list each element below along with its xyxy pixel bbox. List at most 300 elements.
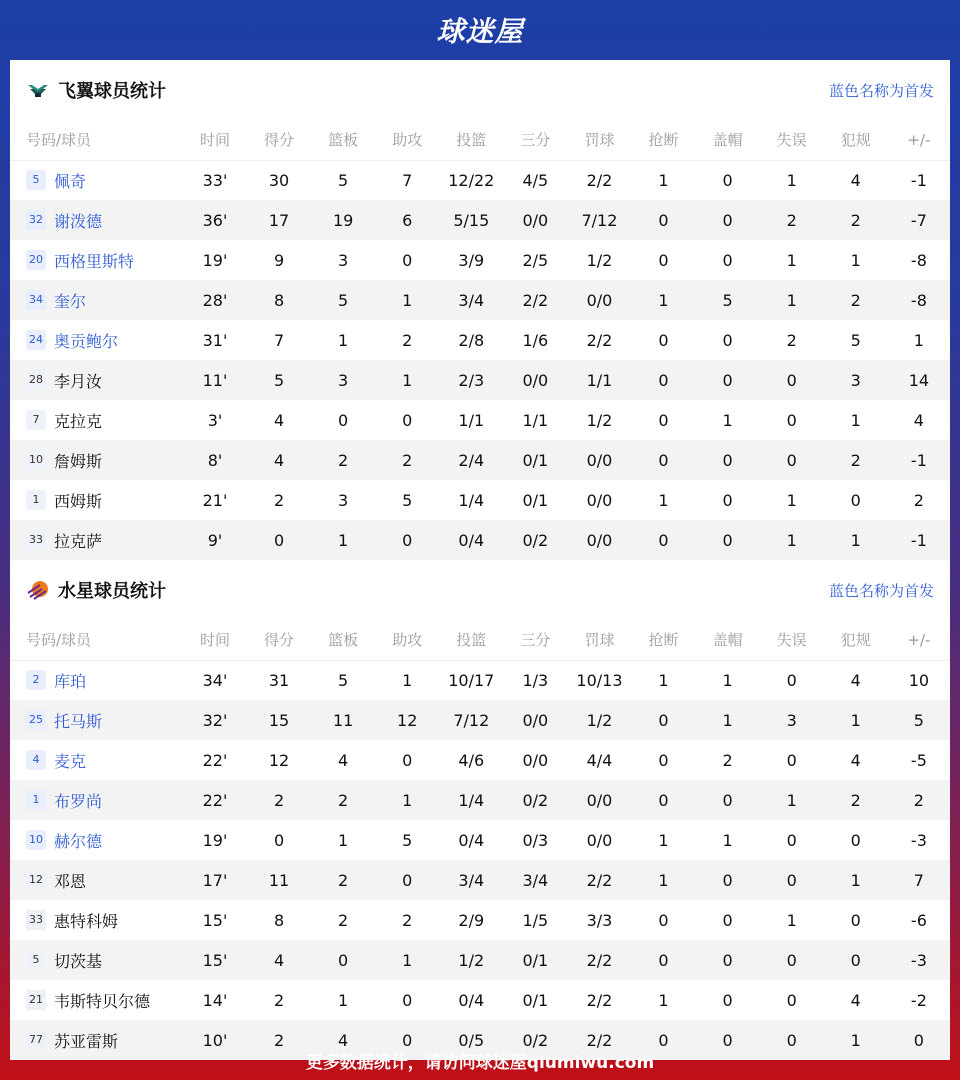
jersey-number: 24 bbox=[26, 330, 46, 350]
stat-cell: 17' bbox=[202, 870, 228, 890]
wings-logo-icon bbox=[26, 79, 50, 101]
stat-cell: 1 bbox=[658, 170, 669, 190]
jersey-number: 34 bbox=[26, 290, 46, 310]
jersey-number: 20 bbox=[26, 250, 46, 270]
jersey-number: 5 bbox=[26, 950, 46, 970]
stat-cell: 36' bbox=[202, 210, 228, 230]
player-name[interactable]: 佩奇 bbox=[54, 171, 87, 191]
stat-cell: 1/1 bbox=[458, 410, 485, 430]
stat-cell: 8 bbox=[273, 910, 285, 930]
stat-cell: 1 bbox=[850, 410, 861, 430]
stat-cell: 5 bbox=[402, 830, 413, 850]
stat-cell: 0/4 bbox=[458, 990, 485, 1010]
stat-cell: 1/1 bbox=[522, 410, 549, 430]
stat-cell: 0/0 bbox=[522, 750, 549, 770]
player-cell bbox=[10, 980, 183, 1020]
stat-cell: 9' bbox=[207, 530, 223, 550]
table-row[interactable] bbox=[10, 520, 950, 560]
stat-cell: 2 bbox=[786, 330, 797, 350]
stat-cell: 0 bbox=[722, 790, 733, 810]
stat-cell: 1 bbox=[338, 530, 349, 550]
column-header[interactable]: 投篮 bbox=[456, 631, 487, 650]
stat-cell: 0 bbox=[722, 370, 733, 390]
stat-cell: 1 bbox=[658, 290, 669, 310]
stat-cell: 5 bbox=[913, 710, 924, 730]
column-header[interactable]: 篮板 bbox=[328, 631, 359, 650]
stat-cell: 2/2 bbox=[586, 950, 613, 970]
stat-cell: 0 bbox=[658, 950, 669, 970]
team-section-header bbox=[10, 560, 950, 620]
stat-cell: -2 bbox=[910, 990, 927, 1010]
stat-cell: 3/4 bbox=[522, 870, 549, 890]
player-name: 拉克萨 bbox=[54, 531, 103, 551]
table-row[interactable] bbox=[10, 480, 950, 520]
stat-cell: 31' bbox=[202, 330, 228, 350]
stat-cell: 15 bbox=[268, 710, 290, 730]
player-name: 詹姆斯 bbox=[54, 451, 103, 471]
jersey-number: 28 bbox=[26, 370, 46, 390]
jersey-number: 1 bbox=[26, 490, 46, 510]
stat-cell: 4 bbox=[850, 170, 861, 190]
stat-cell: 0 bbox=[850, 830, 861, 850]
stat-cell: 0 bbox=[722, 870, 733, 890]
column-header[interactable]: 号码/球员 bbox=[26, 631, 92, 650]
stat-cell: 15' bbox=[202, 950, 228, 970]
stat-cell: 1/4 bbox=[458, 790, 485, 810]
table-row[interactable] bbox=[10, 360, 950, 400]
column-header[interactable]: 得分 bbox=[264, 131, 295, 150]
table-header-row bbox=[10, 620, 950, 660]
stat-cell: 2 bbox=[338, 910, 349, 930]
team-section bbox=[10, 560, 950, 1060]
stat-cell: 3 bbox=[338, 250, 349, 270]
stat-cell: 1 bbox=[402, 670, 413, 690]
jersey-number: 32 bbox=[26, 210, 46, 230]
stat-cell: 7 bbox=[273, 330, 285, 350]
stat-cell: 0 bbox=[658, 330, 669, 350]
table-row[interactable] bbox=[10, 660, 950, 700]
stat-cell: 14 bbox=[908, 370, 930, 390]
team-sections bbox=[10, 60, 950, 1060]
stat-cell: 0/1 bbox=[522, 450, 549, 470]
column-header[interactable]: 罚球 bbox=[584, 631, 615, 650]
stat-cell: 4 bbox=[273, 410, 285, 430]
table-row[interactable] bbox=[10, 940, 950, 980]
stat-cell: 33' bbox=[202, 170, 228, 190]
player-cell bbox=[10, 820, 183, 860]
player-cell bbox=[10, 740, 183, 780]
player-cell bbox=[10, 520, 183, 560]
stats-table bbox=[10, 620, 950, 1060]
column-header[interactable]: 号码/球员 bbox=[26, 131, 92, 150]
site-logo[interactable]: 球迷屋 bbox=[436, 15, 524, 48]
stat-cell: 10/13 bbox=[576, 670, 623, 690]
stat-cell: 5 bbox=[722, 290, 733, 310]
stat-cell: 4 bbox=[338, 750, 349, 770]
player-cell bbox=[10, 900, 183, 940]
stat-cell: 1 bbox=[658, 830, 669, 850]
table-row[interactable] bbox=[10, 440, 950, 480]
stat-cell: 0 bbox=[658, 710, 669, 730]
jersey-number: 1 bbox=[26, 790, 46, 810]
stat-cell: 1/3 bbox=[522, 670, 549, 690]
stat-cell: 4 bbox=[850, 750, 861, 770]
stat-cell: -7 bbox=[910, 210, 927, 230]
table-row[interactable] bbox=[10, 400, 950, 440]
column-header[interactable]: 失误 bbox=[776, 131, 807, 150]
player-name[interactable]: 赫尔德 bbox=[54, 831, 103, 851]
stat-cell: 30 bbox=[268, 170, 290, 190]
stat-cell: 0 bbox=[658, 450, 669, 470]
jersey-number: 4 bbox=[26, 750, 46, 770]
stat-cell: 2/2 bbox=[586, 1030, 613, 1050]
stat-cell: 5 bbox=[338, 170, 349, 190]
footer-link[interactable]: 更多数据统计，请访问球迷屋qiumiwu.com bbox=[305, 1052, 655, 1073]
stat-cell: 2/2 bbox=[586, 330, 613, 350]
table-header-row bbox=[10, 120, 950, 160]
player-cell bbox=[10, 280, 183, 320]
stat-cell: 14' bbox=[202, 990, 228, 1010]
column-header[interactable]: 助攻 bbox=[392, 631, 423, 650]
player-name[interactable]: 西格里斯特 bbox=[54, 251, 135, 271]
stat-cell: 5 bbox=[402, 490, 413, 510]
table-row[interactable] bbox=[10, 980, 950, 1020]
column-header[interactable]: 失误 bbox=[776, 631, 807, 650]
player-name[interactable]: 奎尔 bbox=[54, 291, 87, 311]
stat-cell: 0/2 bbox=[522, 1030, 549, 1050]
column-header[interactable]: 罚球 bbox=[584, 131, 615, 150]
stat-cell: -1 bbox=[910, 170, 927, 190]
stat-cell: 2/4 bbox=[458, 450, 485, 470]
stat-cell: 2 bbox=[273, 990, 285, 1010]
stat-cell: 0 bbox=[722, 910, 733, 930]
stat-cell: 4/6 bbox=[458, 750, 485, 770]
stat-cell: 1/1 bbox=[586, 370, 613, 390]
stat-cell: 4 bbox=[338, 1030, 349, 1050]
column-header[interactable]: 助攻 bbox=[392, 131, 423, 150]
stat-cell: 1 bbox=[786, 250, 797, 270]
stat-cell: 2/2 bbox=[586, 170, 613, 190]
stat-cell: 2/2 bbox=[586, 990, 613, 1010]
stat-cell: 0 bbox=[338, 950, 349, 970]
stat-cell: 2/3 bbox=[458, 370, 485, 390]
stat-cell: 0 bbox=[850, 490, 861, 510]
stat-cell: 0/1 bbox=[522, 990, 549, 1010]
stat-cell: 1/2 bbox=[458, 950, 485, 970]
player-cell bbox=[10, 780, 183, 820]
stat-cell: 0/2 bbox=[522, 530, 549, 550]
stat-cell: 1 bbox=[786, 170, 797, 190]
column-header[interactable]: 抢断 bbox=[648, 131, 679, 150]
stat-cell: 2 bbox=[402, 330, 413, 350]
stat-cell: 17 bbox=[268, 210, 290, 230]
column-header[interactable]: 犯规 bbox=[840, 131, 871, 150]
column-header[interactable]: 时间 bbox=[199, 131, 230, 150]
stat-cell: 3 bbox=[338, 490, 349, 510]
column-header[interactable]: +/- bbox=[907, 130, 931, 149]
stat-cell: 1 bbox=[850, 250, 861, 270]
stat-cell: 1/5 bbox=[522, 910, 549, 930]
stat-cell: 15' bbox=[202, 910, 228, 930]
stat-cell: 11' bbox=[202, 370, 228, 390]
stat-cell: 12/22 bbox=[448, 170, 495, 190]
stat-cell: 1 bbox=[338, 830, 349, 850]
stat-cell: 0 bbox=[658, 1030, 669, 1050]
stat-cell: 7/12 bbox=[453, 710, 490, 730]
table-row[interactable] bbox=[10, 740, 950, 780]
jersey-number: 21 bbox=[26, 990, 46, 1010]
stat-cell: 0 bbox=[850, 910, 861, 930]
stat-cell: 1 bbox=[786, 290, 797, 310]
stat-cell: 0/0 bbox=[522, 370, 549, 390]
stat-cell: 0 bbox=[402, 990, 413, 1010]
player-name[interactable]: 库珀 bbox=[54, 671, 87, 691]
stat-cell: -8 bbox=[910, 250, 927, 270]
team-title bbox=[26, 77, 166, 103]
stat-cell: 5 bbox=[850, 330, 861, 350]
stat-cell: 0/0 bbox=[586, 490, 613, 510]
stat-cell: 1 bbox=[850, 870, 861, 890]
stat-cell: 9 bbox=[273, 250, 285, 270]
column-header[interactable]: 盖帽 bbox=[712, 631, 743, 650]
stat-cell: -3 bbox=[910, 830, 927, 850]
stat-cell: 1/6 bbox=[522, 330, 549, 350]
stat-cell: 2 bbox=[722, 750, 733, 770]
stat-cell: 3/4 bbox=[458, 290, 485, 310]
stat-cell: 7 bbox=[913, 870, 924, 890]
stat-cell: 7 bbox=[402, 170, 413, 190]
stat-cell: 1 bbox=[786, 910, 797, 930]
stat-cell: 1 bbox=[402, 950, 413, 970]
team-name: 飞翼球员统计 bbox=[58, 81, 166, 102]
player-cell bbox=[10, 200, 183, 240]
stat-cell: 0 bbox=[658, 790, 669, 810]
stat-cell: 0 bbox=[722, 170, 733, 190]
column-header[interactable]: 犯规 bbox=[840, 631, 871, 650]
team-section bbox=[10, 60, 950, 560]
stat-cell: 4 bbox=[913, 410, 924, 430]
stat-cell: 4/5 bbox=[522, 170, 549, 190]
stat-cell: 0 bbox=[273, 830, 285, 850]
stat-cell: 1/4 bbox=[458, 490, 485, 510]
team-section-header bbox=[10, 60, 950, 120]
stat-cell: 0 bbox=[722, 950, 733, 970]
column-header[interactable]: 三分 bbox=[520, 631, 551, 650]
stat-cell: 19' bbox=[202, 250, 228, 270]
table-row[interactable] bbox=[10, 860, 950, 900]
stat-cell: 3/9 bbox=[458, 250, 485, 270]
player-cell bbox=[10, 240, 183, 280]
stat-cell: -6 bbox=[910, 910, 927, 930]
player-name: 邓恩 bbox=[54, 871, 87, 891]
stat-cell: 3' bbox=[207, 410, 223, 430]
stat-cell: 5 bbox=[338, 670, 349, 690]
player-name[interactable]: 麦克 bbox=[54, 751, 87, 771]
stat-cell: 5 bbox=[338, 290, 349, 310]
player-name: 惠特科姆 bbox=[54, 911, 119, 931]
player-cell bbox=[10, 480, 183, 520]
stat-cell: 19' bbox=[202, 830, 228, 850]
stat-cell: -3 bbox=[910, 950, 927, 970]
stat-cell: 0 bbox=[658, 250, 669, 270]
stat-cell: 0/0 bbox=[586, 290, 613, 310]
player-cell bbox=[10, 860, 183, 900]
player-name[interactable]: 托马斯 bbox=[54, 711, 103, 731]
stat-cell: 0/4 bbox=[458, 530, 485, 550]
stat-cell: 21' bbox=[202, 490, 228, 510]
mercury-logo-icon bbox=[26, 579, 50, 601]
stat-cell: 1 bbox=[722, 410, 733, 430]
table-row[interactable] bbox=[10, 900, 950, 940]
stat-cell: 2 bbox=[850, 210, 861, 230]
stat-cell: 12 bbox=[268, 750, 290, 770]
stat-cell: 2 bbox=[402, 450, 413, 470]
player-name[interactable]: 奥贡鲍尔 bbox=[54, 331, 119, 351]
stat-cell: 0 bbox=[338, 410, 349, 430]
table-row[interactable] bbox=[10, 280, 950, 320]
stat-cell: 1 bbox=[658, 670, 669, 690]
stat-cell: 4 bbox=[850, 990, 861, 1010]
stat-cell: 1/2 bbox=[586, 410, 613, 430]
column-header[interactable]: 得分 bbox=[264, 631, 295, 650]
stat-cell: 1 bbox=[338, 990, 349, 1010]
stat-cell: 2 bbox=[913, 790, 924, 810]
column-header[interactable]: 抢断 bbox=[648, 631, 679, 650]
jersey-number: 7 bbox=[26, 410, 46, 430]
stat-cell: 0 bbox=[658, 530, 669, 550]
stat-cell: 2 bbox=[850, 790, 861, 810]
stat-cell: 0 bbox=[402, 530, 413, 550]
stat-cell: 2 bbox=[273, 790, 285, 810]
table-row[interactable] bbox=[10, 700, 950, 740]
stat-cell: 0/3 bbox=[522, 830, 549, 850]
column-header[interactable]: 盖帽 bbox=[712, 131, 743, 150]
stat-cell: 1 bbox=[338, 330, 349, 350]
table-row[interactable] bbox=[10, 160, 950, 200]
stat-cell: 0/0 bbox=[586, 790, 613, 810]
stat-cell: 2 bbox=[338, 870, 349, 890]
stat-cell: 2/9 bbox=[458, 910, 485, 930]
column-header[interactable]: 三分 bbox=[520, 131, 551, 150]
stat-cell: 0 bbox=[722, 490, 733, 510]
stat-cell: 32' bbox=[202, 710, 228, 730]
player-cell bbox=[10, 160, 183, 200]
stat-cell: 5 bbox=[273, 370, 285, 390]
stat-cell: 0 bbox=[786, 830, 797, 850]
stat-cell: 4 bbox=[850, 670, 861, 690]
player-name: 西姆斯 bbox=[54, 491, 103, 511]
stat-cell: 0 bbox=[722, 210, 733, 230]
player-name: 李月汝 bbox=[54, 371, 103, 391]
stat-cell: 5/15 bbox=[453, 210, 490, 230]
stat-cell: 28' bbox=[202, 290, 228, 310]
column-header[interactable]: 篮板 bbox=[328, 131, 359, 150]
stat-cell: -1 bbox=[910, 450, 927, 470]
stat-cell: 0 bbox=[786, 410, 797, 430]
stat-cell: 0 bbox=[402, 750, 413, 770]
stat-cell: 3/4 bbox=[458, 870, 485, 890]
site-header bbox=[0, 0, 960, 60]
jersey-number: 25 bbox=[26, 710, 46, 730]
stat-cell: 4 bbox=[273, 450, 285, 470]
stat-cell: 0 bbox=[722, 330, 733, 350]
stat-cell: 2/2 bbox=[522, 290, 549, 310]
stat-cell: 0 bbox=[722, 990, 733, 1010]
column-header[interactable]: 时间 bbox=[199, 631, 230, 650]
player-cell bbox=[10, 940, 183, 980]
jersey-number: 77 bbox=[26, 1030, 46, 1050]
stat-cell: 2 bbox=[338, 790, 349, 810]
player-name: 切茨基 bbox=[54, 951, 103, 971]
stat-cell: 0/0 bbox=[522, 710, 549, 730]
stat-cell: 0 bbox=[658, 370, 669, 390]
stat-cell: 0 bbox=[722, 530, 733, 550]
stat-cell: 4 bbox=[273, 950, 285, 970]
stat-cell: 8' bbox=[207, 450, 223, 470]
stat-cell: 2 bbox=[338, 450, 349, 470]
column-header[interactable]: +/- bbox=[907, 630, 931, 649]
stat-cell: 0 bbox=[402, 1030, 413, 1050]
table-row[interactable] bbox=[10, 820, 950, 860]
player-name[interactable]: 谢泼德 bbox=[54, 211, 103, 231]
player-name: 韦斯特贝尔德 bbox=[54, 991, 151, 1011]
player-cell bbox=[10, 700, 183, 740]
stat-cell: 6 bbox=[402, 210, 413, 230]
stat-cell: 1 bbox=[850, 530, 861, 550]
table-row[interactable] bbox=[10, 240, 950, 280]
stat-cell: 0 bbox=[722, 450, 733, 470]
player-name[interactable]: 布罗尚 bbox=[54, 791, 103, 811]
stat-cell: 2 bbox=[273, 1030, 285, 1050]
stat-cell: 1/2 bbox=[586, 710, 613, 730]
player-cell bbox=[10, 660, 183, 700]
column-header[interactable]: 投篮 bbox=[456, 131, 487, 150]
stat-cell: 0 bbox=[402, 250, 413, 270]
stat-cell: 2 bbox=[402, 910, 413, 930]
stat-cell: 3 bbox=[850, 370, 861, 390]
stat-cell: 3 bbox=[338, 370, 349, 390]
stat-cell: 34' bbox=[202, 670, 228, 690]
stat-cell: 11 bbox=[268, 870, 290, 890]
table-row[interactable] bbox=[10, 780, 950, 820]
stat-cell: 0 bbox=[658, 910, 669, 930]
jersey-number: 33 bbox=[26, 530, 46, 550]
stat-cell: 31 bbox=[268, 670, 290, 690]
stat-cell: 0/5 bbox=[458, 1030, 485, 1050]
stat-cell: 1 bbox=[658, 870, 669, 890]
stat-cell: 1 bbox=[786, 530, 797, 550]
stat-cell: 22' bbox=[202, 750, 228, 770]
stat-cell: 2/5 bbox=[522, 250, 549, 270]
stat-cell: -8 bbox=[910, 290, 927, 310]
stat-cell: 7/12 bbox=[581, 210, 618, 230]
jersey-number: 2 bbox=[26, 670, 46, 690]
stat-cell: 4/4 bbox=[586, 750, 613, 770]
stat-cell: 10 bbox=[908, 670, 930, 690]
stat-cell: 0 bbox=[722, 1030, 733, 1050]
table-row[interactable] bbox=[10, 320, 950, 360]
table-row[interactable] bbox=[10, 200, 950, 240]
stat-cell: 0 bbox=[786, 990, 797, 1010]
stat-cell: 1 bbox=[658, 990, 669, 1010]
jersey-number: 12 bbox=[26, 870, 46, 890]
stat-cell: 0 bbox=[786, 870, 797, 890]
jersey-number: 5 bbox=[26, 170, 46, 190]
stat-cell: 0/0 bbox=[522, 210, 549, 230]
stat-cell: 0 bbox=[786, 670, 797, 690]
stat-cell: 0/4 bbox=[458, 830, 485, 850]
stat-cell: 10/17 bbox=[448, 670, 495, 690]
